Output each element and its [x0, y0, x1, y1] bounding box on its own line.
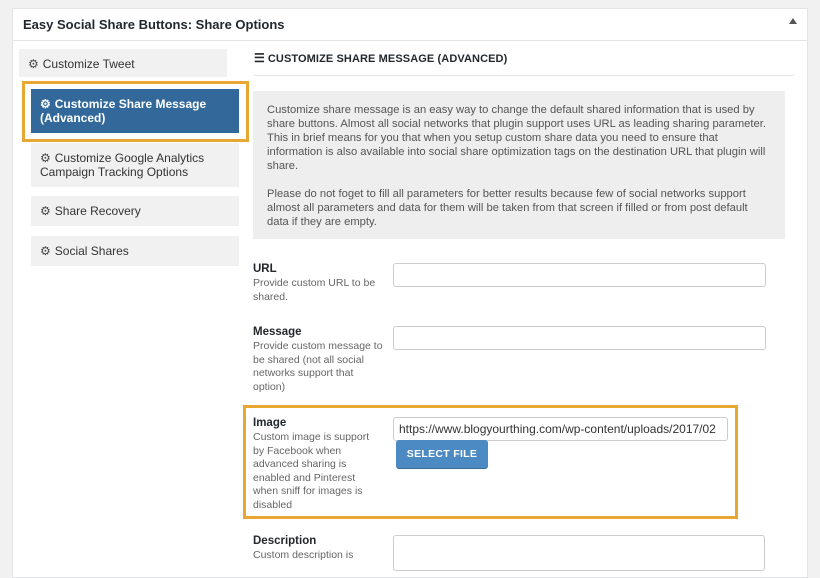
gear-icon: ⚙	[40, 204, 51, 218]
sidebar-item-label: Share Recovery	[54, 204, 141, 218]
info-box	[253, 91, 785, 239]
message-label: Message	[253, 326, 302, 338]
section-title-text: CUSTOMIZE SHARE MESSAGE (ADVANCED)	[267, 53, 508, 65]
description-input[interactable]	[393, 535, 765, 571]
description-label: Description	[253, 535, 317, 547]
menu-icon: ☰	[254, 51, 265, 65]
url-description: Provide custom URL to be shared.	[253, 277, 376, 303]
gear-icon: ⚙	[40, 151, 51, 165]
select-file-button[interactable]: SELECT FILE	[396, 440, 488, 468]
sidebar-item-label: Customize Tweet	[42, 57, 135, 71]
image-description: Custom image is support by Facebook when advanced sharing is enabled and Pinterest when sniff for images is disabled	[253, 431, 370, 511]
sidebar-item-share-recovery[interactable]	[31, 196, 239, 226]
info-paragraph: Please do not foget to fill all parameters for better results because few of social networks support almost all parameters and data for them will be taken from that screen if filled or from post default data if they are empty.	[267, 188, 748, 228]
info-paragraph: Customize share message is an easy way to change the default shared information that is used by share buttons. Almost all social networks that plugin support uses URL as leading sharing parameter. This in brief means for you that when you setup custom share data you need to ensure that information is also available into social share optimization tags on the destination URL that plugin will share.	[267, 104, 766, 172]
gear-icon: ⚙	[40, 97, 51, 111]
image-url-input[interactable]	[393, 417, 728, 441]
gear-icon: ⚙	[40, 244, 51, 258]
sidebar-item-label: Customize Google Analytics Campaign Tracking Options	[40, 151, 205, 179]
section-title	[254, 51, 507, 65]
section-divider	[254, 75, 794, 76]
sidebar-item-label: Customize Share Message (Advanced)	[40, 97, 207, 125]
sidebar-item-customize-tweet[interactable]	[19, 49, 227, 77]
url-input[interactable]	[393, 263, 766, 287]
message-input[interactable]	[393, 326, 766, 350]
gear-icon: ⚙	[28, 57, 39, 71]
url-label: URL	[253, 263, 277, 275]
panel-title: Easy Social Share Buttons: Share Options	[23, 17, 285, 32]
sidebar-item-social-shares[interactable]	[31, 236, 239, 266]
message-description: Provide custom message to be shared (not all social networks support that option)	[253, 340, 383, 393]
description-description: Custom description is	[253, 549, 354, 561]
sidebar-item-customize-share-message[interactable]	[31, 89, 239, 133]
image-label: Image	[253, 417, 287, 429]
panel-header	[13, 9, 807, 41]
collapse-arrow-icon[interactable]	[789, 18, 797, 24]
sidebar-item-label: Social Shares	[54, 244, 129, 258]
sidebar-item-google-analytics[interactable]	[31, 143, 239, 187]
